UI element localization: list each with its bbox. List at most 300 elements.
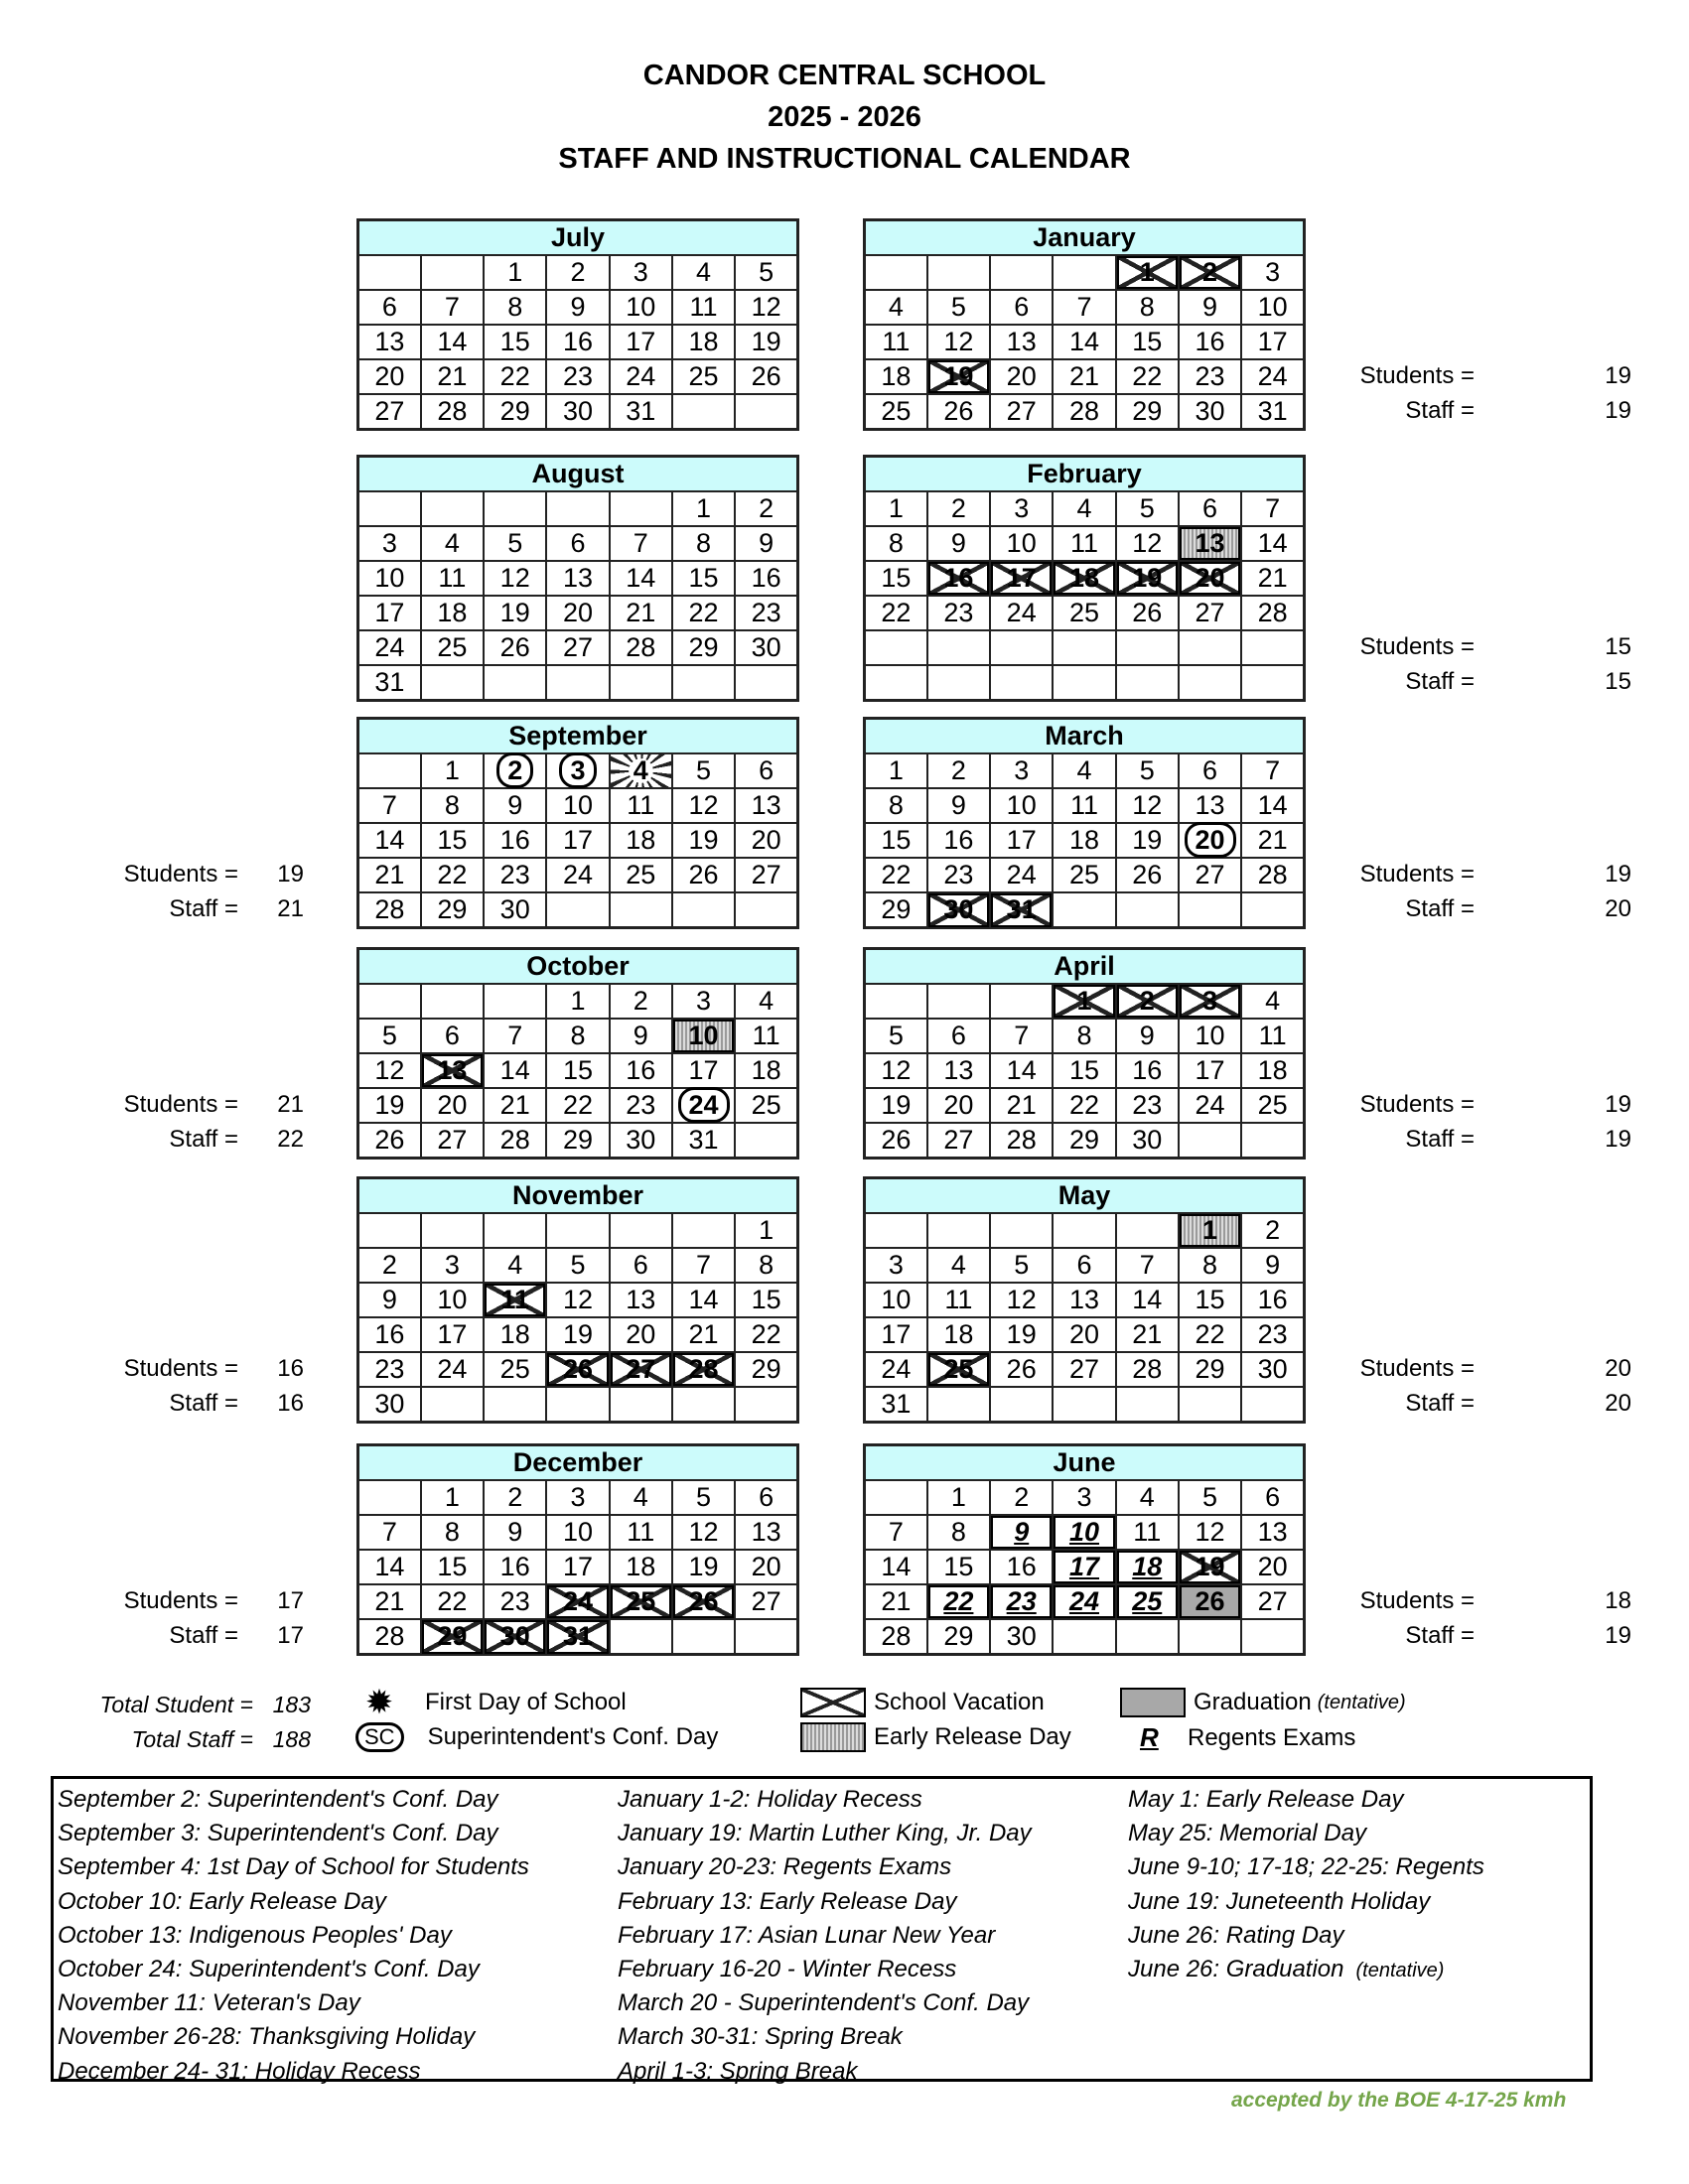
- day-cell: [927, 325, 990, 359]
- day-number: 7: [381, 790, 397, 820]
- students-label: Students =: [123, 1090, 238, 1118]
- day-cell: [1241, 1550, 1304, 1584]
- day-cell: [1179, 290, 1241, 325]
- day-number: 4: [1265, 986, 1281, 1016]
- day-cell: [421, 290, 484, 325]
- day-number: 30: [1257, 1354, 1288, 1384]
- day-number: 26: [562, 1354, 593, 1384]
- day-number: 13: [1068, 1285, 1099, 1314]
- day-number: 27: [1257, 1586, 1288, 1616]
- day-cell: [1116, 1123, 1179, 1159]
- day-cell: [672, 1550, 735, 1584]
- day-number: 18: [881, 361, 912, 391]
- day-cell: [421, 1352, 484, 1387]
- day-cell: [610, 1387, 672, 1423]
- day-number: 2: [496, 752, 533, 788]
- day-cell: [1053, 1550, 1115, 1584]
- day-cell: [546, 1387, 609, 1423]
- day-number: 18: [1257, 1055, 1288, 1085]
- week-row: [865, 1584, 1305, 1619]
- day-number: 25: [1068, 860, 1099, 889]
- day-cell: [610, 1550, 672, 1584]
- day-number: 14: [499, 1055, 530, 1085]
- day-cell: [865, 1088, 927, 1123]
- day-number: 15: [1068, 1055, 1099, 1085]
- day-cell: [484, 1213, 546, 1248]
- day-cell: [1116, 823, 1179, 858]
- day-cell: [610, 1248, 672, 1283]
- day-cell: [735, 630, 797, 665]
- day-cell: [1241, 1053, 1304, 1088]
- week-row: [865, 491, 1305, 526]
- day-cell: [735, 1317, 797, 1352]
- day-cell: [1116, 1088, 1179, 1123]
- note-text: February 17: Asian Lunar New Year: [618, 1921, 996, 1949]
- day-cell: [358, 823, 421, 858]
- day-cell: [546, 526, 609, 561]
- day-cell: [546, 1019, 609, 1053]
- day-number: 5: [1014, 1250, 1030, 1280]
- day-cell: [484, 1550, 546, 1584]
- day-number: 1: [570, 986, 586, 1016]
- day-number: 23: [562, 361, 593, 391]
- day-cell: [1241, 325, 1304, 359]
- day-number: 11: [882, 327, 911, 356]
- week-row: [865, 325, 1305, 359]
- school-name: CANDOR CENTRAL SCHOOL: [642, 60, 1047, 91]
- day-cell: [610, 561, 672, 596]
- day-number: 7: [381, 1517, 397, 1547]
- day-cell: [421, 255, 484, 290]
- day-number: 31: [374, 667, 405, 697]
- day-cell: [358, 325, 421, 359]
- day-cell: [672, 325, 735, 359]
- day-cell: [610, 788, 672, 823]
- day-cell: [1116, 788, 1179, 823]
- day-cell: [990, 394, 1053, 430]
- day-cell: [927, 1053, 990, 1088]
- first-day-star-icon: ✹: [364, 1684, 394, 1721]
- day-cell: [484, 753, 546, 788]
- day-cell: [1116, 394, 1179, 430]
- day-number: 12: [1132, 790, 1163, 820]
- day-number: 21: [881, 1586, 912, 1616]
- stats-december: [99, 1583, 304, 1653]
- day-cell: [484, 1515, 546, 1550]
- day-number: 18: [626, 1552, 656, 1581]
- day-cell: [990, 1123, 1053, 1159]
- day-cell: [927, 561, 990, 596]
- day-number: 15: [688, 563, 719, 593]
- day-cell: [735, 1619, 797, 1655]
- stats-september: [99, 857, 304, 926]
- legend-early-release: [800, 1722, 1071, 1752]
- day-number: 12: [688, 1517, 719, 1547]
- month-june: [863, 1443, 1306, 1656]
- day-cell: [1179, 526, 1241, 561]
- note-text: June 26: Graduation: [1128, 1956, 1344, 1983]
- day-number: 18: [1068, 563, 1099, 593]
- day-cell: [990, 561, 1053, 596]
- day-number: 6: [759, 755, 774, 785]
- graduation-shade-icon: [1120, 1688, 1186, 1717]
- total-student-value: 183: [272, 1692, 311, 1717]
- day-cell: [1241, 394, 1304, 430]
- day-cell: [421, 823, 484, 858]
- day-cell: [1241, 858, 1304, 892]
- week-row: [865, 823, 1305, 858]
- early-release-stripes-icon: [800, 1722, 866, 1752]
- day-number: 2: [381, 1250, 397, 1280]
- month-title: September: [358, 719, 798, 754]
- day-cell: [735, 1019, 797, 1053]
- day-cell: [735, 1123, 797, 1159]
- day-cell: [484, 1283, 546, 1317]
- day-number: 4: [444, 528, 460, 558]
- day-cell: [358, 1480, 421, 1515]
- stats-june: [1336, 1583, 1631, 1653]
- day-number: 20: [1006, 361, 1037, 391]
- day-number: 27: [943, 1125, 974, 1155]
- week-row: [865, 359, 1305, 394]
- month-march: [863, 717, 1306, 929]
- day-cell: [358, 1515, 421, 1550]
- day-cell: [735, 596, 797, 630]
- day-cell: [1053, 858, 1115, 892]
- day-cell: [421, 1019, 484, 1053]
- day-cell: [546, 665, 609, 701]
- day-cell: [927, 753, 990, 788]
- day-number: 16: [751, 563, 781, 593]
- note-item: [58, 1817, 529, 1850]
- day-cell: [610, 255, 672, 290]
- day-cell: [672, 359, 735, 394]
- day-cell: [865, 561, 927, 596]
- day-number: 20: [374, 361, 405, 391]
- day-cell: [421, 1053, 484, 1088]
- day-cell: [610, 596, 672, 630]
- staff-label: Staff =: [1405, 396, 1475, 424]
- day-number: 26: [688, 860, 719, 889]
- day-number: 2: [759, 493, 774, 523]
- day-number: 14: [881, 1552, 912, 1581]
- day-number: 3: [633, 257, 648, 287]
- week-row: [865, 892, 1305, 928]
- legend-sc: [355, 1722, 718, 1752]
- week-row: [865, 561, 1305, 596]
- day-cell: [421, 1248, 484, 1283]
- day-cell: [546, 1515, 609, 1550]
- month-title: May: [865, 1178, 1305, 1214]
- day-number: 19: [1006, 1319, 1037, 1349]
- stats-october: [99, 1087, 304, 1157]
- stats-march: [1336, 857, 1631, 926]
- day-number: 23: [1195, 361, 1225, 391]
- day-cell: [927, 788, 990, 823]
- day-cell: [484, 1619, 546, 1655]
- week-row: [358, 596, 798, 630]
- day-number: 6: [633, 1250, 648, 1280]
- day-number: 12: [562, 1285, 593, 1314]
- day-number: 10: [437, 1285, 468, 1314]
- day-cell: [610, 290, 672, 325]
- day-cell: [672, 1019, 735, 1053]
- day-cell: [990, 858, 1053, 892]
- week-row: [865, 1317, 1305, 1352]
- day-cell: [1116, 255, 1179, 290]
- day-number: 1: [888, 755, 904, 785]
- day-number: 27: [1195, 860, 1225, 889]
- day-cell: [1053, 892, 1115, 928]
- day-number: 31: [881, 1389, 912, 1419]
- day-number: 29: [688, 632, 719, 662]
- day-number: 28: [881, 1621, 912, 1651]
- week-row: [358, 858, 798, 892]
- day-cell: [1116, 1352, 1179, 1387]
- day-number: 19: [562, 1319, 593, 1349]
- day-cell: [484, 325, 546, 359]
- day-number: 24: [374, 632, 405, 662]
- day-cell: [1053, 1352, 1115, 1387]
- day-number: 1: [444, 755, 460, 785]
- students-count: 21: [277, 1090, 304, 1118]
- day-number: 20: [1195, 563, 1225, 593]
- day-number: 26: [688, 1586, 719, 1616]
- day-cell: [990, 491, 1053, 526]
- note-item: [58, 1953, 529, 1986]
- legend-graduation: [1120, 1688, 1406, 1717]
- day-cell: [610, 1123, 672, 1159]
- day-cell: [672, 290, 735, 325]
- staff-label: Staff =: [1405, 1125, 1475, 1153]
- day-cell: [358, 1387, 421, 1423]
- day-cell: [927, 359, 990, 394]
- day-cell: [927, 630, 990, 665]
- day-number: 27: [437, 1125, 468, 1155]
- week-row: [358, 1584, 798, 1619]
- day-number: 28: [1257, 860, 1288, 889]
- day-number: 16: [1257, 1285, 1288, 1314]
- day-cell: [1053, 1317, 1115, 1352]
- day-cell: [484, 1019, 546, 1053]
- day-cell: [484, 1248, 546, 1283]
- day-number: 8: [696, 528, 712, 558]
- day-cell: [990, 1515, 1053, 1550]
- day-number: 8: [950, 1517, 966, 1547]
- day-cell: [735, 325, 797, 359]
- day-number: 3: [444, 1250, 460, 1280]
- day-number: 1: [696, 493, 712, 523]
- day-number: 30: [1132, 1125, 1163, 1155]
- notes-column-1: [58, 1783, 529, 2089]
- day-cell: [610, 394, 672, 430]
- day-number: 28: [688, 1354, 719, 1384]
- day-cell: [927, 1584, 990, 1619]
- day-cell: [990, 1317, 1053, 1352]
- day-cell: [1241, 596, 1304, 630]
- day-number: 1: [1139, 257, 1155, 287]
- day-cell: [1116, 1387, 1179, 1423]
- day-number: 2: [950, 493, 966, 523]
- day-number: 11: [1258, 1021, 1287, 1050]
- day-cell: [358, 753, 421, 788]
- day-cell: [546, 984, 609, 1019]
- note-text: May 1: Early Release Day: [1128, 1786, 1404, 1813]
- day-cell: [546, 1352, 609, 1387]
- day-number: 11: [689, 292, 718, 322]
- day-cell: [735, 1584, 797, 1619]
- day-number: 15: [562, 1055, 593, 1085]
- day-cell: [358, 1283, 421, 1317]
- day-cell: [1053, 630, 1115, 665]
- day-number: 21: [626, 598, 656, 627]
- note-item: [1128, 1850, 1484, 1884]
- legend-vacation-label: School Vacation: [874, 1689, 1045, 1715]
- day-cell: [1179, 1317, 1241, 1352]
- week-row: [358, 1515, 798, 1550]
- day-cell: [358, 1352, 421, 1387]
- day-cell: [546, 1248, 609, 1283]
- day-number: 23: [1006, 1586, 1037, 1616]
- day-number: 17: [1006, 825, 1037, 855]
- day-cell: [358, 255, 421, 290]
- day-cell: [610, 753, 672, 788]
- day-cell: [1053, 984, 1115, 1019]
- day-number: 6: [1265, 1482, 1281, 1512]
- day-number: 1: [1202, 1215, 1218, 1245]
- day-number: 11: [1133, 1517, 1162, 1547]
- staff-label: Staff =: [169, 894, 238, 922]
- day-number: 8: [1139, 292, 1155, 322]
- day-cell: [1179, 1213, 1241, 1248]
- total-staff-value: 188: [272, 1726, 311, 1752]
- staff-count: 21: [277, 894, 304, 922]
- day-cell: [1179, 1619, 1241, 1655]
- day-cell: [927, 1213, 990, 1248]
- day-cell: [735, 984, 797, 1019]
- day-number: 1: [950, 1482, 966, 1512]
- day-number: 15: [1195, 1285, 1225, 1314]
- day-cell: [927, 1550, 990, 1584]
- day-cell: [927, 491, 990, 526]
- staff-label: Staff =: [1405, 1621, 1475, 1649]
- day-cell: [1116, 1053, 1179, 1088]
- note-item: [618, 1850, 1032, 1884]
- day-cell: [484, 1123, 546, 1159]
- day-cell: [546, 630, 609, 665]
- day-number: 31: [688, 1125, 719, 1155]
- day-cell: [610, 665, 672, 701]
- day-number: 30: [751, 632, 781, 662]
- day-cell: [358, 394, 421, 430]
- month-september: [356, 717, 799, 929]
- day-number: 1: [888, 493, 904, 523]
- day-cell: [1116, 359, 1179, 394]
- day-cell: [672, 1584, 735, 1619]
- day-number: 9: [381, 1285, 397, 1314]
- day-number: 15: [499, 327, 530, 356]
- day-cell: [1053, 823, 1115, 858]
- day-number: 17: [1257, 327, 1288, 356]
- students-count: 18: [1605, 1586, 1631, 1614]
- students-label: Students =: [1359, 1090, 1475, 1118]
- day-cell: [1116, 1584, 1179, 1619]
- week-row: [358, 255, 798, 290]
- students-label: Students =: [1359, 860, 1475, 887]
- day-cell: [865, 255, 927, 290]
- day-number: 8: [444, 790, 460, 820]
- day-number: 14: [688, 1285, 719, 1314]
- week-row: [358, 359, 798, 394]
- day-cell: [990, 325, 1053, 359]
- day-cell: [990, 1019, 1053, 1053]
- day-number: 21: [374, 860, 405, 889]
- day-number: 25: [943, 1354, 974, 1384]
- day-number: 30: [1195, 396, 1225, 426]
- day-number: 25: [688, 361, 719, 391]
- day-number: 28: [626, 632, 656, 662]
- day-number: 11: [627, 790, 655, 820]
- day-cell: [735, 1550, 797, 1584]
- day-cell: [484, 359, 546, 394]
- week-row: [865, 788, 1305, 823]
- day-number: 20: [562, 598, 593, 627]
- day-cell: [1053, 1019, 1115, 1053]
- day-number: 29: [437, 894, 468, 924]
- day-number: 8: [1202, 1250, 1218, 1280]
- day-cell: [610, 1213, 672, 1248]
- day-cell: [990, 665, 1053, 701]
- day-cell: [610, 1619, 672, 1655]
- week-row: [358, 1352, 798, 1387]
- note-text: January 20-23: Regents Exams: [618, 1853, 952, 1881]
- notes-column-2: [618, 1783, 1032, 2089]
- day-cell: [927, 1317, 990, 1352]
- day-cell: [1241, 1619, 1304, 1655]
- month-title: March: [865, 719, 1305, 754]
- day-number: 29: [1132, 396, 1163, 426]
- day-cell: [735, 858, 797, 892]
- day-cell: [1241, 1387, 1304, 1423]
- day-cell: [610, 1317, 672, 1352]
- day-number: 11: [752, 1021, 780, 1050]
- day-number: 28: [499, 1125, 530, 1155]
- calendar-subtitle: STAFF AND INSTRUCTIONAL CALENDAR: [558, 143, 1131, 175]
- week-row: [358, 1387, 798, 1423]
- day-cell: [1241, 1283, 1304, 1317]
- note-text: February 16-20 - Winter Recess: [618, 1956, 957, 1983]
- day-cell: [990, 1283, 1053, 1317]
- day-number: 11: [627, 1517, 655, 1547]
- month-august: [356, 455, 799, 702]
- day-number: 24: [1006, 860, 1037, 889]
- day-number: 7: [1139, 1250, 1155, 1280]
- week-row: [865, 1019, 1305, 1053]
- day-cell: [735, 788, 797, 823]
- day-cell: [484, 630, 546, 665]
- day-cell: [672, 394, 735, 430]
- month-october: [356, 947, 799, 1160]
- day-cell: [546, 1053, 609, 1088]
- day-cell: [672, 255, 735, 290]
- day-cell: [1179, 491, 1241, 526]
- day-cell: [421, 526, 484, 561]
- day-number: 16: [943, 825, 974, 855]
- day-cell: [1053, 359, 1115, 394]
- day-number: 21: [688, 1319, 719, 1349]
- day-cell: [990, 1480, 1053, 1515]
- day-cell: [865, 1352, 927, 1387]
